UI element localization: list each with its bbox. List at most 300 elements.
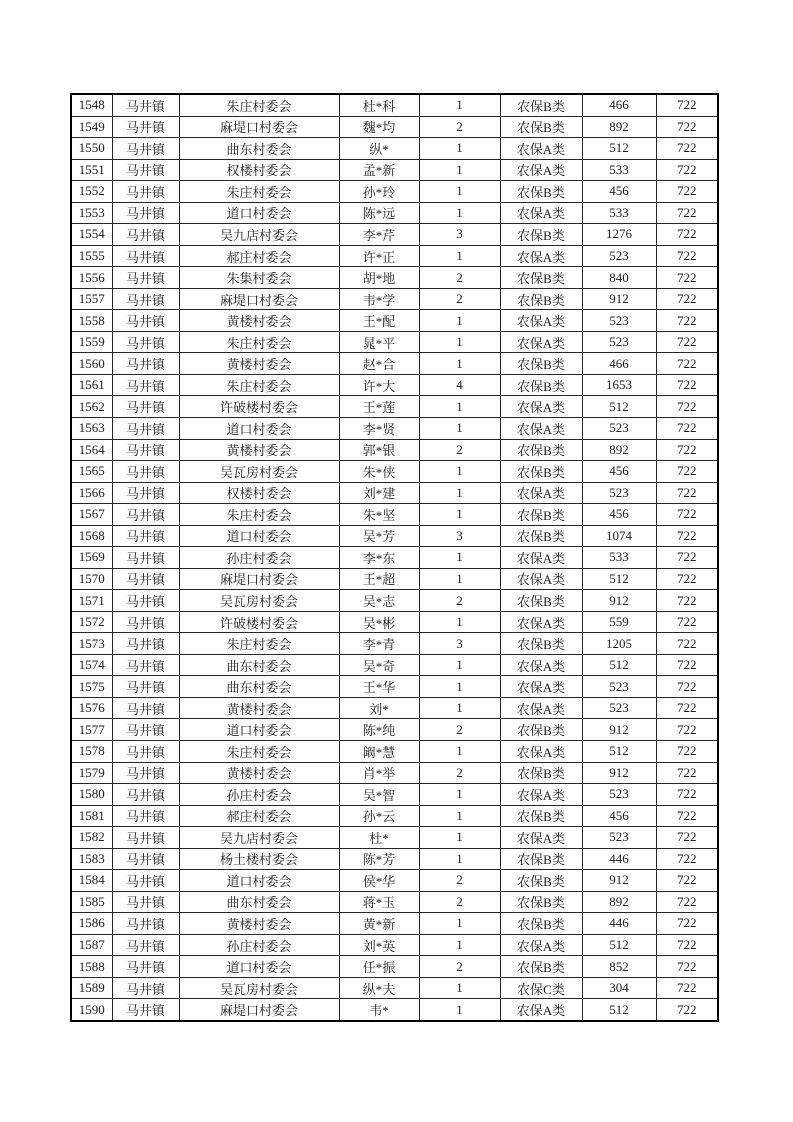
table-cell: 1 (419, 568, 500, 590)
table-cell: 马井镇 (112, 762, 179, 784)
table-cell: 吴九店村委会 (179, 224, 339, 246)
table-cell: 1 (419, 913, 500, 935)
table-row (71, 245, 718, 267)
table-cell: 1 (419, 654, 500, 676)
table-cell: 许*正 (339, 245, 419, 267)
table-cell: 农保B类 (500, 913, 582, 935)
table-cell: 马井镇 (112, 439, 179, 461)
table-cell: 1564 (71, 439, 112, 461)
table-cell: 722 (656, 762, 718, 784)
table-cell: 晁*平 (339, 331, 419, 353)
table-cell: 黄楼村委会 (179, 913, 339, 935)
table-cell: 840 (582, 267, 656, 289)
table-cell: 农保A类 (500, 310, 582, 332)
table-cell: 533 (582, 547, 656, 569)
table-cell: 446 (582, 913, 656, 935)
table-cell: 1653 (582, 374, 656, 396)
table-cell: 曲东村委会 (179, 891, 339, 913)
table-cell: 1 (419, 999, 500, 1021)
table-cell: 1569 (71, 547, 112, 569)
table-cell: 722 (656, 568, 718, 590)
table-cell: 农保B类 (500, 805, 582, 827)
table-cell: 农保B类 (500, 224, 582, 246)
table-cell: 1556 (71, 267, 112, 289)
table-cell: 农保A类 (500, 827, 582, 849)
table-cell: 农保A类 (500, 547, 582, 569)
table-cell: 韦*学 (339, 288, 419, 310)
table-cell: 722 (656, 418, 718, 440)
table-row (71, 310, 718, 332)
table-cell: 1550 (71, 138, 112, 160)
table-row (71, 784, 718, 806)
table-cell: 马井镇 (112, 547, 179, 569)
table-cell: 朱庄村委会 (179, 504, 339, 526)
table-row (71, 719, 718, 741)
table-cell: 523 (582, 331, 656, 353)
table-cell: 马井镇 (112, 719, 179, 741)
table-row (71, 547, 718, 569)
table-cell: 农保A类 (500, 934, 582, 956)
table-row (71, 159, 718, 181)
table-cell: 孙庄村委会 (179, 934, 339, 956)
table-cell: 马井镇 (112, 396, 179, 418)
table-cell: 农保A类 (500, 396, 582, 418)
table-cell: 1 (419, 482, 500, 504)
table-cell: 722 (656, 181, 718, 203)
table-cell: 吴瓦房村委会 (179, 461, 339, 483)
table-cell: 马井镇 (112, 461, 179, 483)
table-cell: 道口村委会 (179, 719, 339, 741)
table-cell: 1 (419, 202, 500, 224)
table-cell: 1561 (71, 374, 112, 396)
table-cell: 蒋*玉 (339, 891, 419, 913)
table-cell: 512 (582, 654, 656, 676)
table-cell: 722 (656, 999, 718, 1021)
table-cell: 权楼村委会 (179, 482, 339, 504)
table-cell: 722 (656, 633, 718, 655)
table-cell: 农保A类 (500, 482, 582, 504)
table-cell: 黄楼村委会 (179, 439, 339, 461)
table-cell: 1575 (71, 676, 112, 698)
table-cell: 1549 (71, 116, 112, 138)
table-cell: 魏*均 (339, 116, 419, 138)
table-cell: 吴*彬 (339, 611, 419, 633)
table-cell: 农保A类 (500, 784, 582, 806)
table-row (71, 116, 718, 138)
table-cell: 李*芹 (339, 224, 419, 246)
table-cell: 马井镇 (112, 891, 179, 913)
table-cell: 1 (419, 504, 500, 526)
table-cell: 852 (582, 956, 656, 978)
table-row (71, 396, 718, 418)
table-cell: 1557 (71, 288, 112, 310)
table-cell: 912 (582, 762, 656, 784)
table-row (71, 891, 718, 913)
table-cell: 农保B类 (500, 288, 582, 310)
table-cell: 1574 (71, 654, 112, 676)
table-cell: 农保B类 (500, 762, 582, 784)
table-cell: 吴*志 (339, 590, 419, 612)
table-cell: 1 (419, 353, 500, 375)
table-row (71, 805, 718, 827)
table-cell: 农保A类 (500, 245, 582, 267)
table-cell: 456 (582, 181, 656, 203)
table-cell: 农保B类 (500, 633, 582, 655)
table-cell: 农保A类 (500, 568, 582, 590)
table-cell: 1 (419, 740, 500, 762)
table-row (71, 934, 718, 956)
table-cell: 533 (582, 159, 656, 181)
table-cell: 2 (419, 590, 500, 612)
table-cell: 农保B类 (500, 719, 582, 741)
table-cell: 1 (419, 396, 500, 418)
table-cell: 马井镇 (112, 202, 179, 224)
table-cell: 道口村委会 (179, 202, 339, 224)
table-cell: 1 (419, 805, 500, 827)
table-cell: 1205 (582, 633, 656, 655)
table-cell: 马井镇 (112, 611, 179, 633)
table-cell: 农保B类 (500, 870, 582, 892)
table-cell: 722 (656, 525, 718, 547)
table-cell: 郭*银 (339, 439, 419, 461)
table-cell: 722 (656, 245, 718, 267)
table-cell: 马井镇 (112, 138, 179, 160)
table-cell: 曲东村委会 (179, 138, 339, 160)
table-cell: 刘*建 (339, 482, 419, 504)
table-cell: 1 (419, 94, 500, 116)
table-cell: 1 (419, 138, 500, 160)
table-cell: 马井镇 (112, 654, 179, 676)
table-cell: 农保B类 (500, 590, 582, 612)
table-cell: 1585 (71, 891, 112, 913)
table-cell: 韦* (339, 999, 419, 1021)
table-cell: 农保B类 (500, 461, 582, 483)
table-cell: 许*大 (339, 374, 419, 396)
table-cell: 523 (582, 697, 656, 719)
table-cell: 黄*新 (339, 913, 419, 935)
table-cell: 722 (656, 482, 718, 504)
table-row (71, 633, 718, 655)
table-cell: 农保A类 (500, 676, 582, 698)
table-cell: 农保A类 (500, 697, 582, 719)
table-cell: 朱*侠 (339, 461, 419, 483)
table-row (71, 138, 718, 160)
table-row (71, 418, 718, 440)
table-cell: 523 (582, 482, 656, 504)
table-cell: 许破楼村委会 (179, 396, 339, 418)
table-cell: 赵*合 (339, 353, 419, 375)
table-cell: 吴*奇 (339, 654, 419, 676)
table-cell: 道口村委会 (179, 418, 339, 440)
table-cell: 1 (419, 697, 500, 719)
table-row (71, 956, 718, 978)
table-cell: 722 (656, 547, 718, 569)
table-cell: 曲东村委会 (179, 654, 339, 676)
table-cell: 1583 (71, 848, 112, 870)
table-row (71, 288, 718, 310)
table-cell: 朱庄村委会 (179, 374, 339, 396)
table-cell: 马井镇 (112, 374, 179, 396)
table-cell: 2 (419, 719, 500, 741)
table-cell: 722 (656, 934, 718, 956)
table-cell: 吴*芳 (339, 525, 419, 547)
table-cell: 朱*坚 (339, 504, 419, 526)
table-cell: 1 (419, 245, 500, 267)
table-cell: 722 (656, 353, 718, 375)
table-cell: 李*东 (339, 547, 419, 569)
table-cell: 朱庄村委会 (179, 94, 339, 116)
table-cell: 722 (656, 891, 718, 913)
table-cell: 523 (582, 310, 656, 332)
table-cell: 马井镇 (112, 870, 179, 892)
table-cell: 农保B类 (500, 439, 582, 461)
table-cell: 农保A类 (500, 740, 582, 762)
table-cell: 1578 (71, 740, 112, 762)
table-cell: 722 (656, 784, 718, 806)
table-cell: 黄楼村委会 (179, 697, 339, 719)
table-cell: 道口村委会 (179, 525, 339, 547)
table-cell: 1581 (71, 805, 112, 827)
table-cell: 1 (419, 827, 500, 849)
table-cell: 胡*地 (339, 267, 419, 289)
table-cell: 722 (656, 374, 718, 396)
table-cell: 722 (656, 848, 718, 870)
table-cell: 麻堤口村委会 (179, 288, 339, 310)
table-cell: 1559 (71, 331, 112, 353)
table-cell: 马井镇 (112, 977, 179, 999)
table-row (71, 439, 718, 461)
table-cell: 1587 (71, 934, 112, 956)
table-row (71, 353, 718, 375)
table-row (71, 827, 718, 849)
table-cell: 马井镇 (112, 740, 179, 762)
table-cell: 1 (419, 181, 500, 203)
table-cell: 马井镇 (112, 267, 179, 289)
table-cell: 肖*举 (339, 762, 419, 784)
table-row (71, 504, 718, 526)
table-cell: 马井镇 (112, 676, 179, 698)
table-cell: 512 (582, 138, 656, 160)
table-cell: 1 (419, 418, 500, 440)
table-row (71, 999, 718, 1021)
table-cell: 李*贤 (339, 418, 419, 440)
table-cell: 2 (419, 956, 500, 978)
table-cell: 农保A类 (500, 418, 582, 440)
table-cell: 1551 (71, 159, 112, 181)
table-cell: 朱庄村委会 (179, 181, 339, 203)
table-cell: 722 (656, 288, 718, 310)
table-cell: 马井镇 (112, 568, 179, 590)
table-cell: 马井镇 (112, 94, 179, 116)
table-cell: 892 (582, 891, 656, 913)
table-cell: 1553 (71, 202, 112, 224)
table-cell: 722 (656, 913, 718, 935)
table-cell: 1074 (582, 525, 656, 547)
table-cell: 马井镇 (112, 784, 179, 806)
table-row (71, 202, 718, 224)
table-cell: 1567 (71, 504, 112, 526)
table-cell: 1 (419, 934, 500, 956)
table-cell: 马井镇 (112, 310, 179, 332)
table-cell: 孙*玲 (339, 181, 419, 203)
table-cell: 农保A类 (500, 159, 582, 181)
table-cell: 722 (656, 654, 718, 676)
table-row (71, 331, 718, 353)
table-cell: 523 (582, 676, 656, 698)
table-row (71, 762, 718, 784)
table-cell: 1590 (71, 999, 112, 1021)
table-row (71, 461, 718, 483)
table-cell: 纵*夫 (339, 977, 419, 999)
table-cell: 麻堤口村委会 (179, 999, 339, 1021)
table-cell: 刘*英 (339, 934, 419, 956)
table-cell: 512 (582, 568, 656, 590)
table-cell: 王*配 (339, 310, 419, 332)
table-cell: 1584 (71, 870, 112, 892)
table-cell: 马井镇 (112, 805, 179, 827)
table-row (71, 181, 718, 203)
table-cell: 466 (582, 353, 656, 375)
table-cell: 1572 (71, 611, 112, 633)
table-cell: 马井镇 (112, 245, 179, 267)
table-cell: 农保A类 (500, 138, 582, 160)
table-cell: 1573 (71, 633, 112, 655)
table-cell: 722 (656, 202, 718, 224)
table-cell: 722 (656, 740, 718, 762)
table-cell: 722 (656, 611, 718, 633)
table-cell: 农保B类 (500, 181, 582, 203)
table-cell: 孙*云 (339, 805, 419, 827)
table-cell: 1566 (71, 482, 112, 504)
table-cell: 892 (582, 116, 656, 138)
table-cell: 1 (419, 676, 500, 698)
table-cell: 农保A类 (500, 202, 582, 224)
table-cell: 麻堤口村委会 (179, 116, 339, 138)
table-cell: 王*华 (339, 676, 419, 698)
table-row (71, 977, 718, 999)
table-cell: 1562 (71, 396, 112, 418)
table-cell: 722 (656, 159, 718, 181)
table-cell: 黄楼村委会 (179, 762, 339, 784)
table-cell: 1558 (71, 310, 112, 332)
table-cell: 559 (582, 611, 656, 633)
table-cell: 马井镇 (112, 482, 179, 504)
table-cell: 1552 (71, 181, 112, 203)
table-cell: 王*莲 (339, 396, 419, 418)
table-cell: 纵* (339, 138, 419, 160)
table-row (71, 740, 718, 762)
table-cell: 1580 (71, 784, 112, 806)
table-cell: 1576 (71, 697, 112, 719)
table-cell: 1 (419, 784, 500, 806)
table-cell: 512 (582, 740, 656, 762)
table-row (71, 374, 718, 396)
table-cell: 马井镇 (112, 590, 179, 612)
table-cell: 麻堤口村委会 (179, 568, 339, 590)
table-cell: 杨土楼村委会 (179, 848, 339, 870)
table-cell: 722 (656, 719, 718, 741)
table-cell: 1571 (71, 590, 112, 612)
table-cell: 722 (656, 331, 718, 353)
table-cell: 1548 (71, 94, 112, 116)
table-cell: 农保A类 (500, 654, 582, 676)
table-cell: 马井镇 (112, 934, 179, 956)
table-cell: 2 (419, 288, 500, 310)
table-cell: 722 (656, 267, 718, 289)
table-cell: 马井镇 (112, 525, 179, 547)
table-cell: 1 (419, 611, 500, 633)
table-cell: 3 (419, 633, 500, 655)
table-cell: 533 (582, 202, 656, 224)
table-cell: 孙庄村委会 (179, 547, 339, 569)
table-row (71, 611, 718, 633)
table-cell: 722 (656, 504, 718, 526)
table-cell: 722 (656, 138, 718, 160)
table-cell: 1577 (71, 719, 112, 741)
table-cell: 1554 (71, 224, 112, 246)
table-cell: 侯*华 (339, 870, 419, 892)
table-cell: 农保B类 (500, 267, 582, 289)
table-cell: 朱庄村委会 (179, 331, 339, 353)
table-cell: 523 (582, 827, 656, 849)
table-cell: 马井镇 (112, 418, 179, 440)
table-row (71, 848, 718, 870)
table-cell: 722 (656, 310, 718, 332)
table-cell: 1588 (71, 956, 112, 978)
table-cell: 马井镇 (112, 827, 179, 849)
table-cell: 吴*智 (339, 784, 419, 806)
table-cell: 农保B类 (500, 848, 582, 870)
table-row (71, 913, 718, 935)
table-cell: 马井镇 (112, 116, 179, 138)
table-cell: 马井镇 (112, 353, 179, 375)
table-cell: 马井镇 (112, 504, 179, 526)
table-cell: 马井镇 (112, 159, 179, 181)
table-cell: 农保B类 (500, 956, 582, 978)
table-cell: 朱庄村委会 (179, 633, 339, 655)
table-cell: 912 (582, 288, 656, 310)
table-cell: 456 (582, 461, 656, 483)
table-cell: 1 (419, 977, 500, 999)
table-cell: 吴瓦房村委会 (179, 977, 339, 999)
table-row (71, 654, 718, 676)
records-table-body (71, 94, 718, 1021)
table-row (71, 94, 718, 116)
table-cell: 2 (419, 267, 500, 289)
table-row (71, 267, 718, 289)
table-cell: 1565 (71, 461, 112, 483)
table-cell: 农保C类 (500, 977, 582, 999)
table-cell: 1555 (71, 245, 112, 267)
table-cell: 722 (656, 461, 718, 483)
table-cell: 杜* (339, 827, 419, 849)
table-cell: 446 (582, 848, 656, 870)
table-cell: 523 (582, 245, 656, 267)
table-cell: 黄楼村委会 (179, 353, 339, 375)
table-cell: 孟*新 (339, 159, 419, 181)
table-cell: 456 (582, 504, 656, 526)
table-cell: 722 (656, 116, 718, 138)
table-cell: 道口村委会 (179, 870, 339, 892)
table-cell: 304 (582, 977, 656, 999)
table-cell: 农保B类 (500, 525, 582, 547)
table-cell: 阚*慧 (339, 740, 419, 762)
table-cell: 3 (419, 525, 500, 547)
table-cell: 722 (656, 590, 718, 612)
table-cell: 512 (582, 934, 656, 956)
table-cell: 黄楼村委会 (179, 310, 339, 332)
table-cell: 曲东村委会 (179, 676, 339, 698)
